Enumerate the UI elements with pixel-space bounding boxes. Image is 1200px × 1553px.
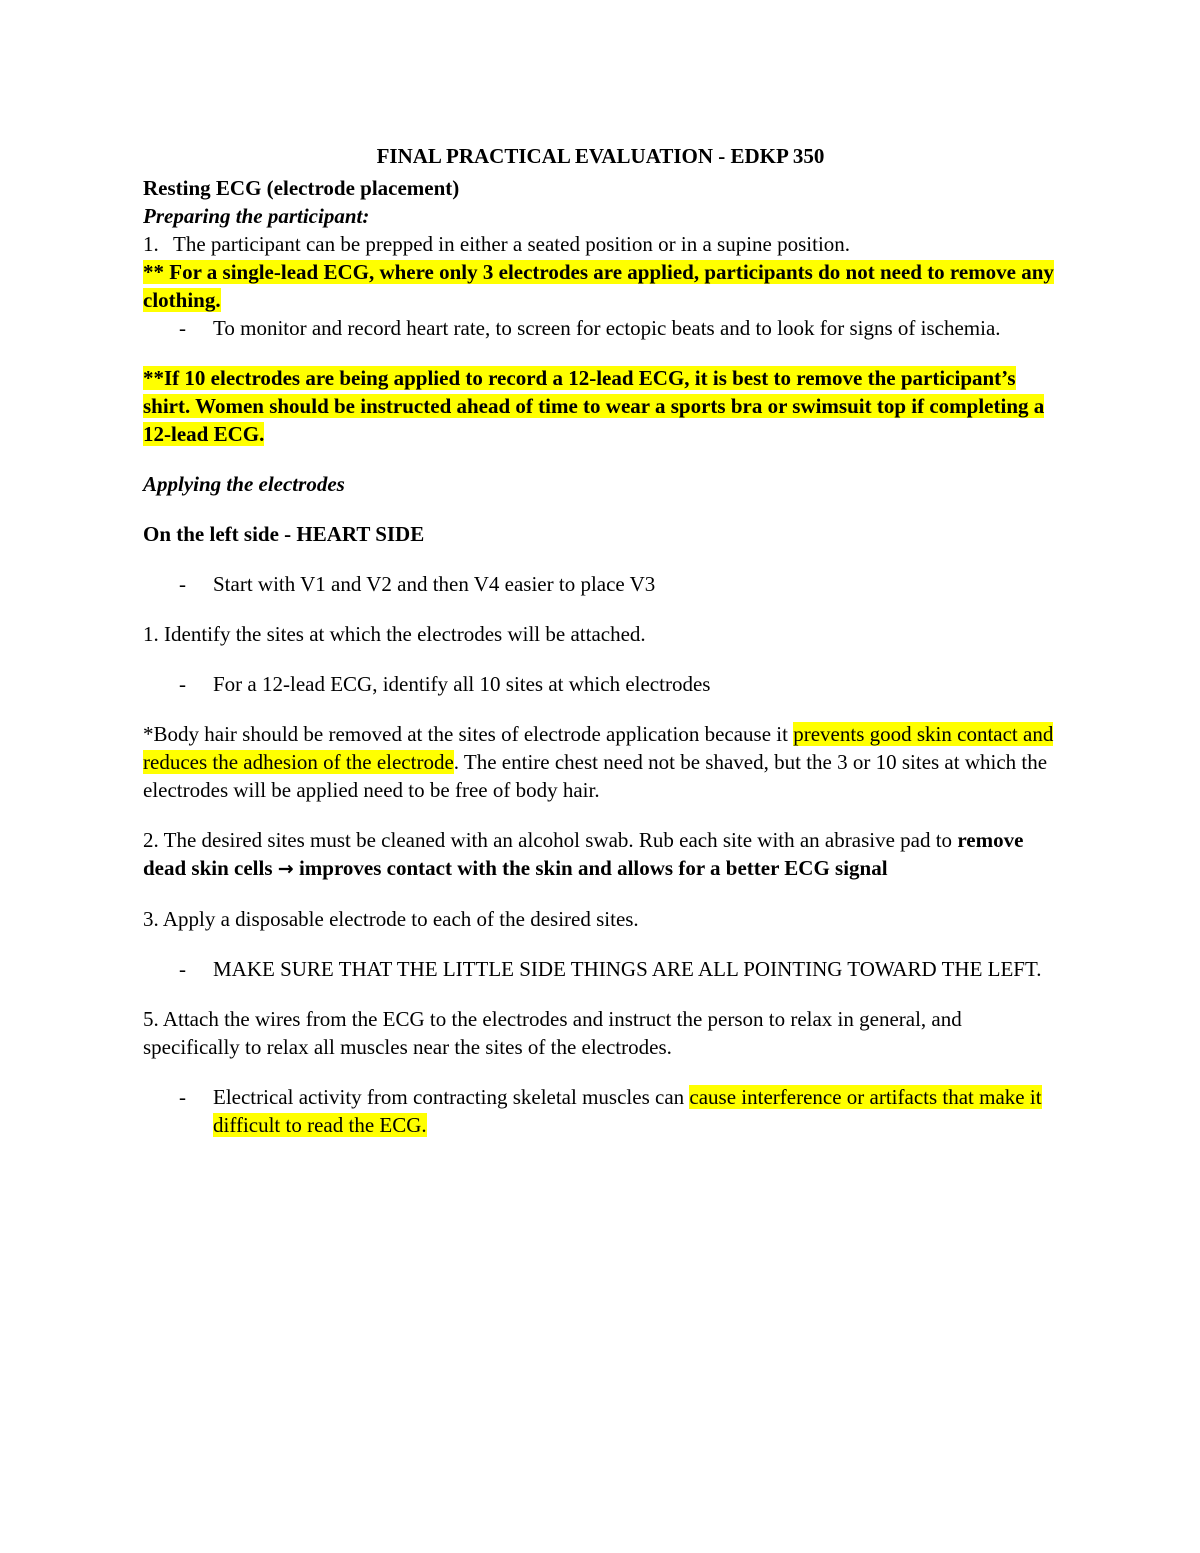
- body-hair-post: . The entire chest need not be shaved, but the 3 or 10 sites at which the electrodes will be applied need to be free of body hair.: [143, 750, 1048, 802]
- single-lead-highlight: [143, 260, 1054, 312]
- prep-item-1: [143, 230, 1058, 258]
- document-body: [143, 142, 1058, 1139]
- monitor-bullet-text: To monitor and record heart rate, to screen for ectopic beats and to look for signs of ischemia.: [213, 316, 1001, 340]
- bullet-dash: -: [179, 957, 186, 981]
- body-hair-paragraph: [143, 720, 1058, 804]
- single-lead-body: For a single-lead ECG, where only 3 electrodes are applied, participants do not need to remove any clothing.: [143, 260, 1054, 312]
- body-hair-highlight: prevents good skin contact and reduces the adhesion of the electrode: [143, 722, 1054, 774]
- step-3-bullet: [143, 955, 1058, 983]
- step-2-bold-2: improves contact with the skin and allows for a better ECG signal: [293, 856, 888, 880]
- step-1: 1. Identify the sites at which the electrodes will be attached.: [143, 622, 646, 646]
- monitor-bullet: [143, 314, 1058, 342]
- single-lead-note: [143, 258, 1058, 314]
- bullet-dash: -: [179, 1085, 186, 1109]
- step-5-bullet-highlight: cause interference or artifacts that make it difficult to read the ECG.: [213, 1085, 1042, 1137]
- step-5: 5. Attach the wires from the ECG to the electrodes and instruct the person to relax in general, and specifically to relax all muscles near the sites of the electrodes.: [143, 1007, 962, 1059]
- prep-item-1-number: 1.: [143, 232, 159, 256]
- applying-heading: Applying the electrodes: [143, 472, 345, 496]
- step-2-pre: 2. The desired sites must be cleaned with an alcohol swab. Rub each site with an abrasive pad to: [143, 828, 958, 852]
- step-1-bullet: [143, 670, 1058, 698]
- section-subtitle: Resting ECG (electrode placement): [143, 176, 460, 200]
- step-5-bullet: [143, 1083, 1058, 1139]
- step-3: 3. Apply a disposable electrode to each of the desired sites.: [143, 907, 639, 931]
- prep-item-1-text: The participant can be prepped in either a seated position or in a supine position.: [173, 232, 851, 256]
- preparing-heading: Preparing the participant:: [143, 204, 370, 228]
- ten-electrode-highlight: **If 10 electrodes are being applied to record a 12-lead ECG, it is best to remove the participant’s shirt. Women should be instructed ahead of time to wear a sports bra or swimsuit top if completing a 12-lead ECG.: [143, 366, 1045, 446]
- step-1-bullet-text: For a 12-lead ECG, identify all 10 sites at which electrodes: [213, 672, 711, 696]
- body-hair-pre: *Body hair should be removed at the sites of electrode application because it: [143, 722, 794, 746]
- start-bullet-text: Start with V1 and V2 and then V4 easier to place V3: [213, 572, 656, 596]
- bullet-dash: -: [179, 316, 186, 340]
- step-5-bullet-text: [213, 1083, 1058, 1139]
- ten-electrode-note: [143, 364, 1058, 448]
- start-bullet: [143, 570, 1058, 598]
- left-side-heading: On the left side - HEART SIDE: [143, 522, 425, 546]
- step-2: [143, 826, 1058, 883]
- right-arrow-icon: →: [277, 858, 294, 880]
- step-5-bullet-pre: Electrical activity from contracting skeletal muscles can: [213, 1085, 690, 1109]
- bullet-dash: -: [179, 672, 186, 696]
- single-lead-prefix: **: [143, 260, 164, 284]
- step-3-bullet-text: MAKE SURE THAT THE LITTLE SIDE THINGS ARE ALL POINTING TOWARD THE LEFT.: [213, 957, 1042, 981]
- document-title: FINAL PRACTICAL EVALUATION - EDKP 350: [376, 144, 825, 168]
- bullet-dash: -: [179, 572, 186, 596]
- step-2-bold-1: remove dead skin cells: [143, 828, 1024, 880]
